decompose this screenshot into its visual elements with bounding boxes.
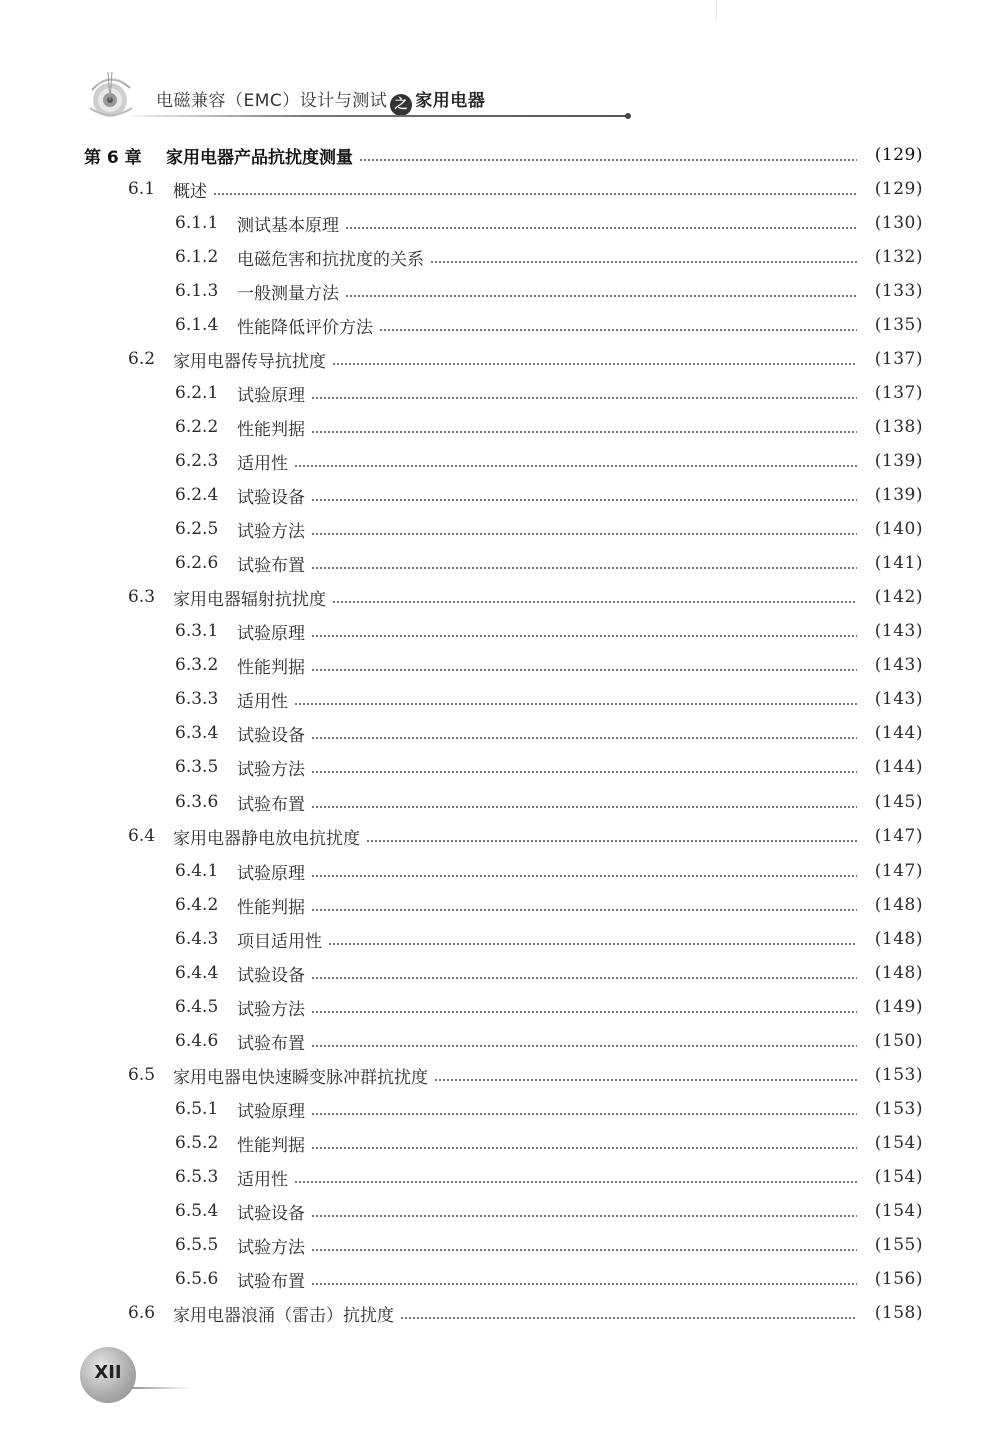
toc-leader-dots bbox=[294, 1181, 857, 1183]
toc-entry-title: 家用电器静电放电抗扰度 bbox=[173, 828, 360, 849]
toc-entry-page: (147) bbox=[874, 861, 923, 881]
toc-entry-number: 6.3.1 bbox=[175, 621, 219, 641]
header-title-sub: 家用电器 bbox=[415, 91, 486, 111]
toc-entry-page: (154) bbox=[874, 1133, 923, 1153]
toc-entry-title: 家用电器传导抗扰度 bbox=[173, 351, 326, 372]
toc-entry-number: 6.5.6 bbox=[175, 1269, 219, 1289]
toc-entry-6-3-4[interactable] bbox=[0, 719, 923, 747]
toc-entry-page: (141) bbox=[874, 553, 923, 573]
toc-entry-title: 家用电器辐射抗扰度 bbox=[173, 589, 326, 610]
toc-entry-number: 6.3.6 bbox=[175, 792, 219, 812]
page-edge-line bbox=[716, 0, 717, 20]
toc-entry-number: 6.2.1 bbox=[175, 383, 219, 403]
toc-entry-page: (140) bbox=[874, 519, 923, 539]
toc-leader-dots bbox=[345, 227, 857, 229]
toc-entry-6-4-1[interactable] bbox=[0, 857, 923, 885]
toc-leader-dots bbox=[311, 397, 857, 399]
toc-leader-dots bbox=[311, 1215, 857, 1217]
toc-entry-title: 试验方法 bbox=[237, 999, 305, 1020]
toc-entry-title: 试验方法 bbox=[237, 521, 305, 542]
toc-entry-page: (148) bbox=[874, 895, 923, 915]
toc-entry-number: 6.5 bbox=[128, 1065, 156, 1085]
toc-entry-title: 试验布置 bbox=[237, 794, 305, 815]
toc-leader-dots bbox=[311, 635, 857, 637]
toc-entry-title: 家用电器浪涌（雷击）抗扰度 bbox=[173, 1305, 394, 1326]
toc-leader-dots bbox=[311, 977, 857, 979]
toc-entry-title: 项目适用性 bbox=[237, 931, 322, 952]
toc-entry-number: 6.4.1 bbox=[175, 861, 219, 881]
running-header bbox=[84, 70, 554, 120]
toc-entry-6-5-6[interactable] bbox=[0, 1265, 923, 1293]
toc-entry-title: 适用性 bbox=[237, 691, 288, 712]
toc-leader-dots bbox=[311, 737, 857, 739]
toc-entry-6-4-5[interactable] bbox=[0, 993, 923, 1021]
header-rule bbox=[132, 115, 629, 117]
toc-leader-dots bbox=[311, 1249, 857, 1251]
toc-entry-number: 6.4.5 bbox=[175, 997, 219, 1017]
toc-entry-6-3-1[interactable] bbox=[0, 617, 923, 645]
toc-entry-6-2-3[interactable] bbox=[0, 447, 923, 475]
toc-leader-dots bbox=[311, 875, 857, 877]
page-number: XII bbox=[94, 1362, 122, 1383]
toc-entry-number: 6.2.5 bbox=[175, 519, 219, 539]
toc-leader-dots bbox=[311, 1147, 857, 1149]
toc-entry-number: 6.5.3 bbox=[175, 1167, 219, 1187]
toc-entry-6-2-5[interactable] bbox=[0, 515, 923, 543]
toc-entry-6-5-3[interactable] bbox=[0, 1163, 923, 1191]
toc-entry-title: 测试基本原理 bbox=[237, 215, 339, 236]
emc-logo-icon bbox=[84, 70, 140, 120]
toc-leader-dots bbox=[345, 295, 857, 297]
toc-entry-page: (147) bbox=[874, 826, 923, 846]
toc-entry-page: (142) bbox=[874, 587, 923, 607]
page-number-badge bbox=[80, 1347, 136, 1403]
toc-leader-dots bbox=[400, 1317, 857, 1319]
toc-entry-number: 6.2.6 bbox=[175, 553, 219, 573]
toc-entry-page: (143) bbox=[874, 621, 923, 641]
toc-leader-dots bbox=[311, 1045, 857, 1047]
toc-entry-page: (144) bbox=[874, 757, 923, 777]
toc-entry-number: 6.1.1 bbox=[175, 213, 219, 233]
toc-entry-title: 电磁危害和抗扰度的关系 bbox=[237, 249, 424, 270]
toc-entry-title: 性能判据 bbox=[237, 419, 305, 440]
toc-entry-title: 性能判据 bbox=[237, 1135, 305, 1156]
header-rule-dot bbox=[625, 113, 631, 119]
toc-entry-page: (148) bbox=[874, 963, 923, 983]
toc-entry-title: 试验原理 bbox=[237, 623, 305, 644]
toc-entry-6-1-1[interactable] bbox=[0, 209, 923, 237]
toc-entry-title: 试验设备 bbox=[237, 725, 305, 746]
toc-entry-6-1-2[interactable] bbox=[0, 243, 923, 271]
toc-entry-number: 6.3.2 bbox=[175, 655, 219, 675]
toc-entry-6-4-3[interactable] bbox=[0, 925, 923, 953]
toc-leader-dots bbox=[311, 771, 857, 773]
toc-entry-title: 试验设备 bbox=[237, 1203, 305, 1224]
toc-entry-number: 6.2.2 bbox=[175, 417, 219, 437]
toc-entry-page: (155) bbox=[874, 1235, 923, 1255]
toc-entry-number: 6.5.5 bbox=[175, 1235, 219, 1255]
toc-entry-title: 性能判据 bbox=[237, 897, 305, 918]
toc-entry-6-2-1[interactable] bbox=[0, 379, 923, 407]
toc-leader-dots bbox=[311, 1113, 857, 1115]
toc-entry-number: 6.5.4 bbox=[175, 1201, 219, 1221]
toc-leader-dots bbox=[430, 261, 857, 263]
toc-entry-title: 试验布置 bbox=[237, 555, 305, 576]
header-title bbox=[156, 86, 485, 116]
toc-leader-dots bbox=[311, 669, 857, 671]
toc-entry-number: 6.3.4 bbox=[175, 723, 219, 743]
toc-leader-dots bbox=[379, 329, 857, 331]
toc-entry-page: (130) bbox=[874, 213, 923, 233]
toc-entry-page: (153) bbox=[874, 1099, 923, 1119]
toc-entry-number: 6.4.3 bbox=[175, 929, 219, 949]
toc-entry-page: (133) bbox=[874, 281, 923, 301]
toc-entry-6-2-4[interactable] bbox=[0, 481, 923, 509]
toc-entry-page: (156) bbox=[874, 1269, 923, 1289]
toc-entry-title: 性能降低评价方法 bbox=[237, 317, 373, 338]
toc-leader-dots bbox=[311, 567, 857, 569]
toc-entry-page: (154) bbox=[874, 1201, 923, 1221]
toc-entry-number: 6.6 bbox=[128, 1303, 156, 1323]
toc-entry-6-2-6[interactable] bbox=[0, 549, 923, 577]
toc-entry-page: (153) bbox=[874, 1065, 923, 1085]
toc-entry-number: 6.3 bbox=[128, 587, 156, 607]
toc-leader-dots bbox=[311, 909, 857, 911]
toc-entry-page: (132) bbox=[874, 247, 923, 267]
toc-leader-dots bbox=[311, 1283, 857, 1285]
toc-entry-title: 试验原理 bbox=[237, 385, 305, 406]
toc-entry-page: (154) bbox=[874, 1167, 923, 1187]
toc-entry-6-5-4[interactable] bbox=[0, 1197, 923, 1225]
toc-entry-6-5-1[interactable] bbox=[0, 1095, 923, 1123]
toc-entry-page: (135) bbox=[874, 315, 923, 335]
toc-entry-6-2-2[interactable] bbox=[0, 413, 923, 441]
toc-entry-6-5-2[interactable] bbox=[0, 1129, 923, 1157]
toc-entry-title: 适用性 bbox=[237, 1169, 288, 1190]
toc-leader-dots bbox=[328, 943, 857, 945]
toc-entry-number: 6.5.2 bbox=[175, 1133, 219, 1153]
toc-entry-number: 6.4.4 bbox=[175, 963, 219, 983]
toc-entry-6-4-6[interactable] bbox=[0, 1027, 923, 1055]
toc-entry-number: 6.3.3 bbox=[175, 689, 219, 709]
toc-entry-page: (138) bbox=[874, 417, 923, 437]
toc-leader-dots bbox=[332, 601, 857, 603]
toc-entry-page: (148) bbox=[874, 929, 923, 949]
toc-entry-title: 试验布置 bbox=[237, 1271, 305, 1292]
toc-leader-dots bbox=[311, 1011, 857, 1013]
toc-entry-number: 6.5.1 bbox=[175, 1099, 219, 1119]
toc-entry-number: 6.1.3 bbox=[175, 281, 219, 301]
toc-entry-page: (144) bbox=[874, 723, 923, 743]
toc-entry-number: 6.2.3 bbox=[175, 451, 219, 471]
toc-leader-dots bbox=[332, 363, 857, 365]
toc-entry-page: (158) bbox=[874, 1303, 923, 1323]
toc-entry-number: 第 6 章 bbox=[84, 147, 142, 168]
footer-rule bbox=[132, 1387, 192, 1389]
toc-entry-title: 试验原理 bbox=[237, 1101, 305, 1122]
toc-entry-6-3-6[interactable] bbox=[0, 788, 923, 816]
toc-entry-page: (143) bbox=[874, 689, 923, 709]
toc-leader-dots bbox=[294, 465, 857, 467]
toc-entry-6-3-5[interactable] bbox=[0, 753, 923, 781]
toc-entry-6-1[interactable] bbox=[0, 175, 923, 203]
toc-entry-title: 性能判据 bbox=[237, 657, 305, 678]
toc-entry-page: (137) bbox=[874, 383, 923, 403]
toc-entry-6-2[interactable] bbox=[0, 345, 923, 373]
toc-entry-number: 6.4.6 bbox=[175, 1031, 219, 1051]
toc-entry-6-4-2[interactable] bbox=[0, 891, 923, 919]
toc-leader-dots bbox=[311, 499, 857, 501]
toc-entry-page: (143) bbox=[874, 655, 923, 675]
toc-entry-6-6[interactable] bbox=[0, 1299, 923, 1327]
toc-entry-chapter-6[interactable] bbox=[0, 141, 923, 169]
toc-entry-6-3[interactable] bbox=[0, 583, 923, 611]
toc-entry-title: 家用电器电快速瞬变脉冲群抗扰度 bbox=[173, 1067, 428, 1088]
toc-entry-6-5-5[interactable] bbox=[0, 1231, 923, 1259]
toc-entry-title: 试验布置 bbox=[237, 1033, 305, 1054]
toc-entry-number: 6.4 bbox=[128, 826, 156, 846]
toc-entry-6-1-4[interactable] bbox=[0, 311, 923, 339]
toc-entry-title: 试验设备 bbox=[237, 487, 305, 508]
toc-entry-page: (150) bbox=[874, 1031, 923, 1051]
toc-entry-6-4[interactable] bbox=[0, 822, 923, 850]
header-title-zhi: 之 bbox=[390, 94, 412, 116]
toc-entry-number: 6.4.2 bbox=[175, 895, 219, 915]
toc-entry-number: 6.2 bbox=[128, 349, 156, 369]
toc-entry-title: 概述 bbox=[173, 181, 207, 202]
toc-entry-number: 6.1 bbox=[128, 179, 156, 199]
toc-entry-6-4-4[interactable] bbox=[0, 959, 923, 987]
header-title-main: 电磁兼容（EMC）设计与测试 bbox=[156, 91, 388, 111]
toc-entry-number: 6.1.2 bbox=[175, 247, 219, 267]
toc-leader-dots bbox=[294, 703, 857, 705]
toc-leader-dots bbox=[311, 431, 857, 433]
toc-entry-page: (149) bbox=[874, 997, 923, 1017]
toc-entry-title: 一般测量方法 bbox=[237, 283, 339, 304]
toc-leader-dots bbox=[311, 806, 857, 808]
toc-entry-6-5[interactable] bbox=[0, 1061, 923, 1089]
toc-leader-dots bbox=[366, 840, 857, 842]
toc-leader-dots bbox=[359, 159, 857, 161]
toc-entry-6-3-3[interactable] bbox=[0, 685, 923, 713]
toc-entry-title: 试验方法 bbox=[237, 1237, 305, 1258]
toc-entry-title: 试验设备 bbox=[237, 965, 305, 986]
toc-entry-number: 6.1.4 bbox=[175, 315, 219, 335]
toc-entry-page: (129) bbox=[874, 179, 923, 199]
toc-entry-page: (145) bbox=[874, 792, 923, 812]
toc-entry-title: 试验原理 bbox=[237, 863, 305, 884]
toc-entry-page: (139) bbox=[874, 485, 923, 505]
toc-entry-6-1-3[interactable] bbox=[0, 277, 923, 305]
toc-entry-page: (129) bbox=[874, 145, 923, 165]
toc-entry-6-3-2[interactable] bbox=[0, 651, 923, 679]
toc-leader-dots bbox=[434, 1079, 857, 1081]
toc-leader-dots bbox=[213, 193, 857, 195]
toc-entry-page: (139) bbox=[874, 451, 923, 471]
toc-entry-title: 家用电器产品抗扰度测量 bbox=[166, 147, 353, 168]
toc-entry-page: (137) bbox=[874, 349, 923, 369]
toc-leader-dots bbox=[311, 533, 857, 535]
toc-entry-number: 6.3.5 bbox=[175, 757, 219, 777]
toc-entry-title: 适用性 bbox=[237, 453, 288, 474]
toc-entry-number: 6.2.4 bbox=[175, 485, 219, 505]
toc-entry-title: 试验方法 bbox=[237, 759, 305, 780]
